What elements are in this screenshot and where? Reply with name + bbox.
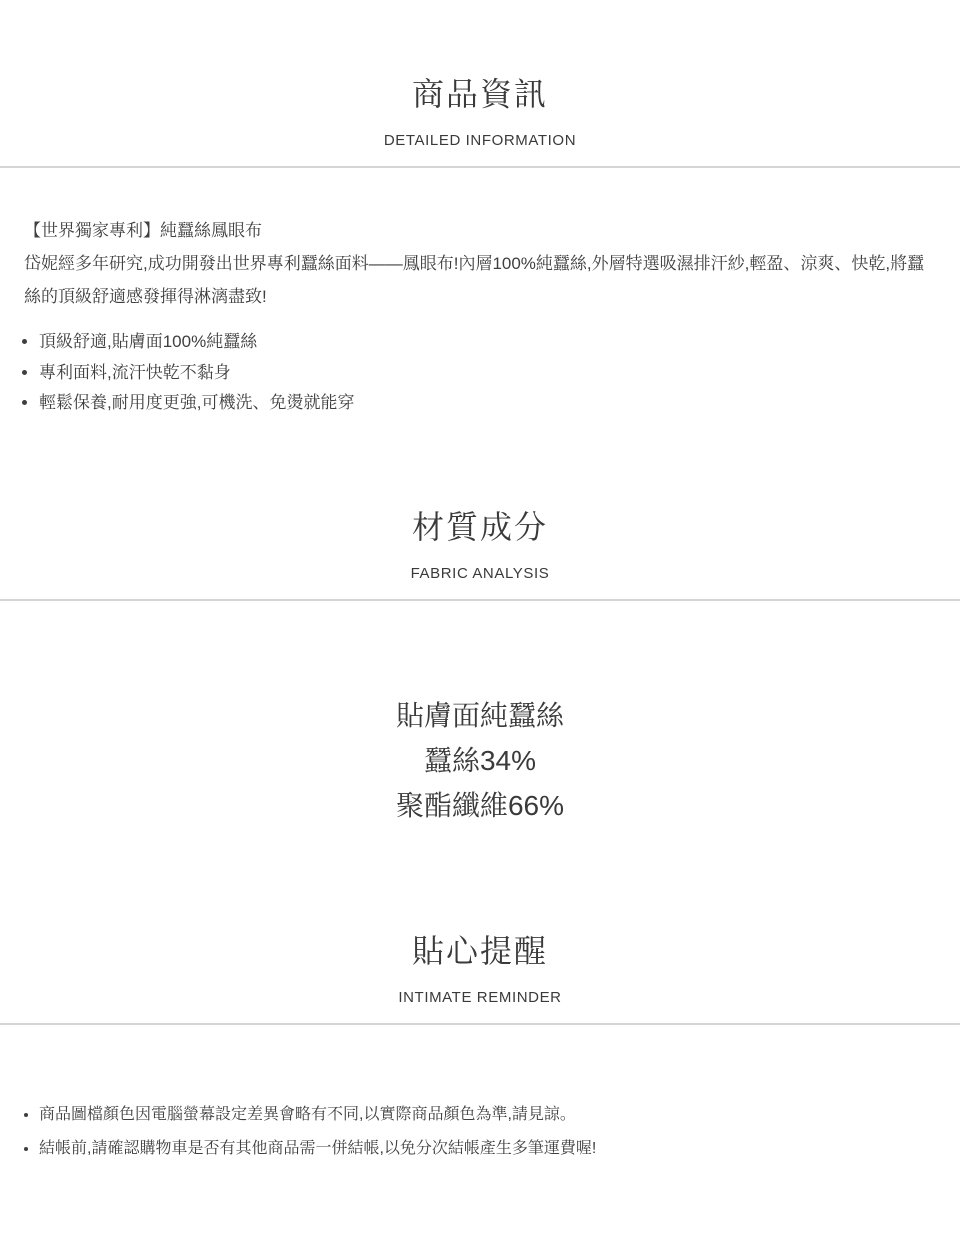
section-title-detailed-information: 商品資訊	[411, 76, 548, 112]
fabric-analysis-header	[0, 419, 960, 583]
feature-item: • 輕鬆保養,耐用度更強,可機洗、免燙就能穿	[39, 388, 936, 419]
section-title-intimate-reminder: 貼心提醒	[411, 932, 548, 969]
product-description-block	[0, 168, 960, 419]
section-fabric-analysis	[0, 419, 960, 828]
section-divider	[0, 1023, 960, 1025]
fabric-composition-line: 貼膚面純蠶絲	[395, 699, 564, 731]
reminder-item: • 結帳前,請確認購物車是否有其他商品需一併結帳,以免分次結帳產生多筆運費喔!	[39, 1132, 936, 1166]
feature-item: • 專利面料,流汗快乾不黏身	[39, 358, 936, 389]
section-title-fabric-analysis: 材質成分	[411, 508, 548, 545]
reminder-block	[0, 1098, 960, 1166]
fabric-composition-block	[0, 601, 960, 828]
section-subtitle-fabric-analysis: FABRIC ANALYSIS	[410, 564, 550, 582]
section-intimate-reminder	[0, 828, 960, 1166]
product-description-paragraph: 岱妮經多年研究,成功開發出世界專利蠶絲面料——鳳眼布!內層100%純蠶絲,外層特選吸濕排汗紗,輕盈、涼爽、快乾,將蠶絲的頂級舒適感發揮得淋漓盡致!	[24, 254, 925, 306]
reminder-item: • 商品圖檔顏色因電腦螢幕設定差異會略有不同,以實際商品顏色為準,請見諒。	[39, 1098, 936, 1132]
fabric-composition-line: 蠶絲34%	[423, 744, 537, 776]
product-feature-heading: 【世界獨家專利】純蠶絲鳳眼布	[24, 221, 262, 240]
feature-item: • 頂級舒適,貼膚面100%純蠶絲	[39, 327, 936, 358]
detailed-information-header	[0, 0, 960, 150]
section-detailed-information	[0, 0, 960, 419]
section-subtitle-intimate-reminder: INTIMATE REMINDER	[398, 988, 562, 1006]
reminder-list	[24, 1098, 936, 1166]
feature-list	[24, 327, 936, 419]
fabric-composition-line: 聚酯纖維66%	[395, 789, 565, 821]
section-subtitle-detailed-information: DETAILED INFORMATION	[383, 132, 577, 149]
intimate-reminder-header	[0, 828, 960, 1007]
